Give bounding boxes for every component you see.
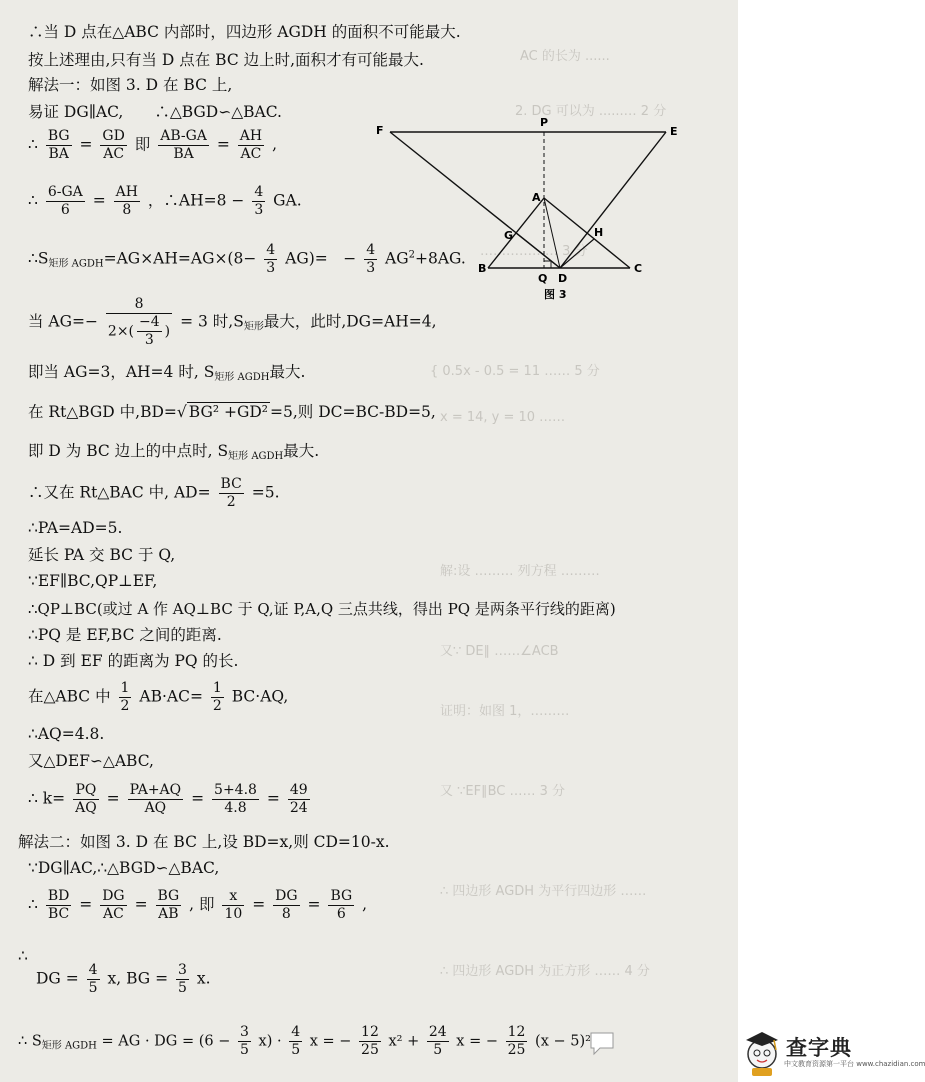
equation-line [28,184,302,219]
equation-line: ∴ k= $\frac{PQ}{AQ}$ = $\frac{PA+AQ}{AQ}$ = $\frac{5+4.8}{4.8}$ = $\frac{49}{24}$ [28,782,308,816]
text-line: 即 D 为 BC 边上的中点时, $S_{矩形 AGDH}$最大. [28,442,320,462]
fraction: $\frac{4}{5}$ [88,962,98,996]
logo-title: 查字典 [786,1036,852,1060]
mascot-icon [742,1028,782,1078]
text-fragment: AG [385,249,409,268]
superscript: 2 [408,249,415,261]
bleed-through-text: { 0.5x - 0.5 = 11 …… 5 分 [430,364,600,379]
text-line: ∴PQ 是 EF,BC 之间的距离. [28,626,222,644]
bleed-through-text: 又 ∵EF∥BC …… 3 分 [440,784,566,799]
text-fragment: +8AG. [415,249,466,268]
bleed-through-text: 2. DG 可以为 ......… 2 分 [515,104,667,119]
text-line: 解法一：如图 3. D 在 BC 上, [28,76,233,94]
bleed-through-text: AC 的长为 ...... [520,49,610,64]
radicand: BG² +GD² [188,403,268,421]
label-e: E [670,125,678,138]
bleed-through-text: 证明：如图 1，……… [440,704,570,719]
fraction: $\frac{12}{25}$ [507,1024,526,1058]
geometry-figure [372,112,692,307]
fraction: $\frac{PQ}{AQ}$ [75,782,97,816]
text-line: 又△DEF∽△ABC, [28,752,154,770]
label-d: D [558,272,568,285]
label-h: H [594,226,604,239]
watermark-logo [742,1028,925,1078]
fraction: $\frac{4}{5}$ [291,1024,301,1058]
equation-line: ∴ $S_{矩形 AGDH}$ = AG · DG = (6 − $\frac{3}{5}$ x) · $\frac{4}{5}$ x = − $\frac{12}{25}$ x² + $\frac{24}{5}$ x = − $\frac{12}{25}$ (x − 5)² [18,1024,591,1058]
equation-line: ∴ $\frac{BD}{BC}$ = $\frac{DG}{AC}$ = $\frac{BG}{AB}$ , 即 $\frac{x}{10}$ = $\frac{DG}{8}$ = $\frac{BG}{6}$ , [28,888,368,922]
text-line: 即当 AG=3，AH=4 时, $S_{矩形 AGDH}$最大. [28,363,306,383]
text-fragment: 即 [134,135,151,154]
segment-ed [560,132,666,268]
bleed-through-text: ……………… 3 分 [480,244,588,259]
text-fragment: GA. [273,191,302,210]
bleed-through-text: ∴ 四边形 AGDH 为正方形 …… 4 分 [440,964,650,979]
text-fragment: = 3 时,S [180,312,244,331]
text-line: ∴当 D 点在△ABC 内部时，四边形 AGDH 的面积不可能最大. [28,23,461,41]
label-f: F [376,124,384,137]
fraction: $\frac{AH}{AC}$ [239,128,263,162]
text-fragment: AG)= − [285,249,357,268]
fraction: $\frac{DG}{AC}$ [102,888,125,922]
text-line: 解法二：如图 3. D 在 BC 上,设 BD=x,则 CD=10-x. [18,833,390,851]
text-line: ∴AQ=4.8. [28,725,105,743]
fraction: $\frac{AH}{8}$ [115,184,138,218]
subscript: 矩形 AGDH [48,258,104,270]
operator: = [79,135,93,154]
text-line: ∴PA=AD=5. [28,519,123,537]
fraction: $\frac{GD}{AC}$ [102,128,125,162]
fraction: $\frac{x}{10}$ [224,888,243,922]
logo-subtitle: 中文教育资源第一平台 www.chazidian.com [784,1060,925,1068]
therefore-symbol: ∴ [28,191,38,210]
fraction: $\frac{DG}{8}$ [275,888,298,922]
text-line: ∴QP⊥BC(或过 A 作 AQ⊥BC 于 Q,证 P,A,Q 三点共线，得出 PQ 是两条平行线的距离) [28,600,616,618]
fraction: $\frac{6-GA}{6}$ [47,184,83,218]
text-fragment: ∴S [28,249,49,268]
fraction: $\frac{-4}{3}$ [139,314,160,348]
label-c: C [634,262,643,275]
label-b: B [478,262,487,275]
fraction: $\frac{3}{5}$ [178,962,187,996]
fraction: $\frac{4}{3}$ [266,242,276,276]
subscript: 矩形 [243,321,264,333]
fraction: $\frac{49}{24}$ [289,782,308,816]
fraction: $\frac{4}{3}$ [366,242,376,276]
fraction: $\frac{BG}{6}$ [330,888,353,922]
text-fragment: =AG×AH=AG×(8− [103,249,257,268]
therefore-symbol: ∴ [28,135,38,154]
label-a: A [532,191,541,204]
text-fragment: ，∴AH=8 − [147,191,245,210]
fraction: $\frac{24}{5}$ [428,1024,447,1058]
segment-dh [560,239,594,268]
fraction: $\frac{PA+AQ}{AQ}$ [129,782,182,816]
label-q: Q [538,272,548,285]
text-line: ∴ D 到 EF 的距离为 PQ 的长. [28,652,239,670]
equation-line [28,128,277,163]
label-p: P [540,116,549,129]
fraction: $\frac{1}{2}$ [120,680,130,714]
segment-ac [544,198,630,268]
speech-bubble-icon [588,1030,616,1056]
operator: = [216,135,230,154]
fraction: $\frac{1}{2}$ [212,680,222,714]
text-line: 易证 DG∥AC, ∴△BGD∽△BAC. [28,103,282,121]
text-fragment: , [272,135,277,154]
figure-caption: 图 3 [544,288,567,301]
bleed-through-text: x = 14, y = 10 …… [440,410,566,425]
fraction: $\frac{12}{25}$ [361,1024,379,1058]
text-line: 延长 PA 交 BC 于 Q, [28,546,176,564]
bleed-through-text: ∴ 四边形 AGDH 为平行四边形 …… [440,884,647,899]
text-fragment: 当 AG=− [28,312,98,331]
fraction: $\frac{BG}{AB}$ [157,888,180,922]
equation-line: 在△ABC 中 $\frac{1}{2}$ AB·AC= $\frac{1}{2}$ BC·AQ, [28,680,289,714]
fraction: $\frac{3}{5}$ [240,1024,249,1058]
text-line: 在 Rt△BGD 中,BD=√ BG² +GD² =5,则 DC=BC-BD=5, [28,403,436,421]
text-fragment: 最大，此时,DG=AH=4, [263,312,437,331]
right-angle-mark [544,261,551,268]
bleed-through-text: 解:设 ……… 列方程 ……… [440,564,600,579]
equation-line: ∴又在 Rt△BAC 中, AD= $\frac{BC}{2}$ =5. [28,476,280,510]
fraction: $\frac{BG}{BA}$ [47,128,70,162]
fraction: $\frac{BC}{2}$ [220,476,242,510]
bleed-through-text: 又∵ DE∥ ……∠ACB [440,644,559,659]
text-line: ∵DG∥AC,∴△BGD∽△BAC, [28,859,220,877]
text-line: ∴ [18,947,28,965]
text-line: ∵EF∥BC,QP⊥EF, [28,572,158,590]
equation-line: DG = $\frac{4}{5}$ x, BG = $\frac{3}{5}$ x. [36,962,211,996]
operator: = [92,191,106,210]
fraction: $\frac{BD}{BC}$ [47,888,70,922]
label-g: G [504,229,514,242]
fraction: $\frac{4}{3}$ [254,184,264,218]
fraction: $\frac{5+4.8}{4.8}$ [214,782,257,816]
text-line: 按上述理由,只有当 D 点在 BC 边上时,面积才有可能最大. [28,51,424,69]
fraction: 8 2×( $\frac{-4}{3}$ ) [107,296,171,348]
fraction: $\frac{AB-GA}{BA}$ [160,128,207,162]
